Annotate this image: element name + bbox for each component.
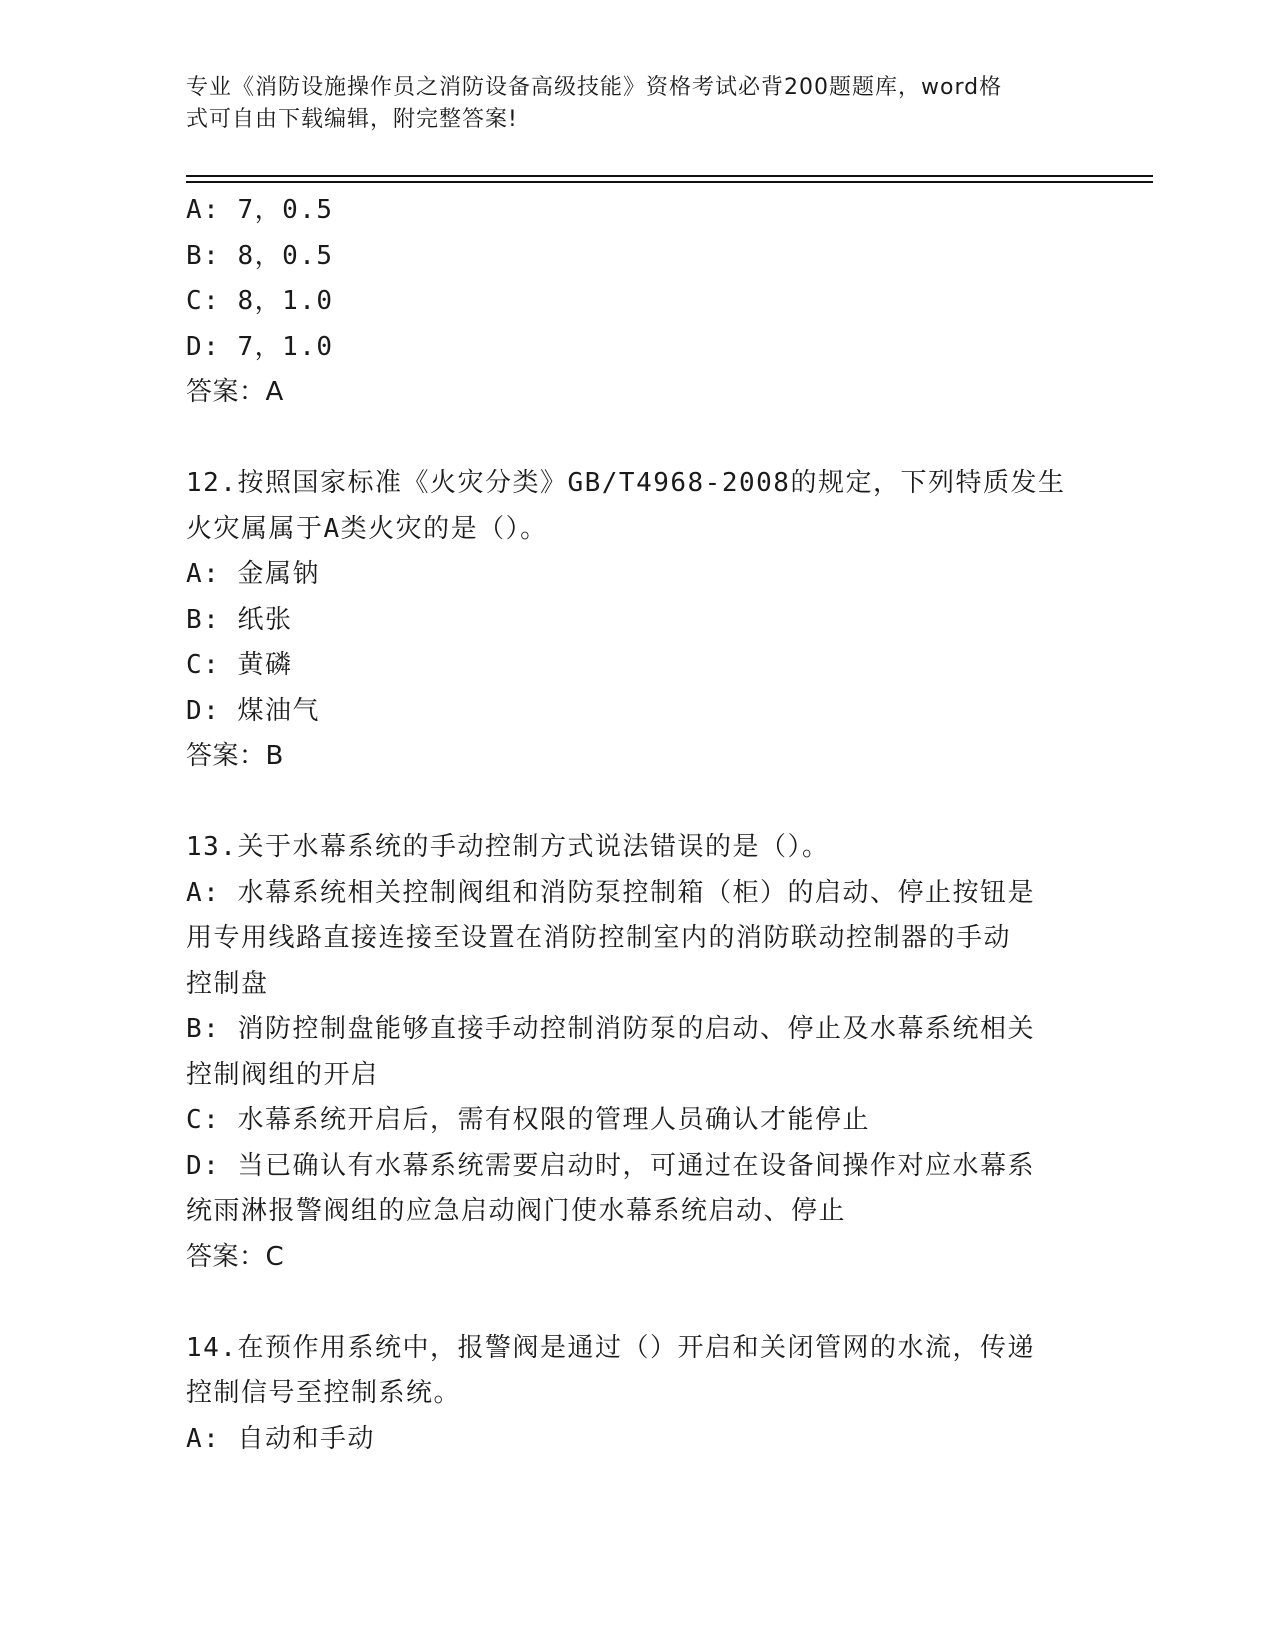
option-a: A: 水幕系统相关控制阀组和消防泵控制箱（柜）的启动、停止按钮是 (186, 877, 1035, 908)
question-stem: 火灾属属于A类火灾的是（）。 (186, 513, 548, 544)
option-d-continued: 统雨淋报警阀组的应急启动阀门使水幕系统启动、停止 (186, 1196, 847, 1226)
page-header (186, 72, 1066, 136)
header-line-2: 式可自由下载编辑，附完整答案! (186, 107, 518, 132)
question-12 (186, 461, 1076, 780)
option-c: C: 8，1.0 (186, 286, 334, 316)
option-a-continued: 用专用线路直接连接至设置在消防控制室内的消防联动控制器的手动 (186, 923, 1012, 953)
question-stem: 14.在预作用系统中，报警阀是通过（）开启和关闭管网的水流，传递 (186, 1332, 1035, 1363)
answer: 答案：A (186, 377, 284, 407)
question-stem: 12.按照国家标准《火灾分类》GB/T4968-2008的规定，下列特质发生 (186, 468, 1066, 498)
spacer (186, 416, 1076, 462)
option-a: A: 7，0.5 (186, 195, 334, 225)
spacer (186, 780, 1076, 826)
question-11-continued (186, 188, 1076, 416)
option-a: A: 金属钠 (186, 559, 320, 589)
answer: 答案：C (186, 1241, 285, 1272)
header-divider-top (186, 175, 1153, 177)
option-b: B: 消防控制盘能够直接手动控制消防泵的启动、停止及水幕系统相关 (186, 1014, 1035, 1044)
option-b-continued: 控制阀组的开启 (186, 1059, 379, 1090)
option-b: B: 纸张 (186, 604, 293, 635)
question-13 (186, 825, 1076, 1280)
option-d: D: 7，1.0 (186, 331, 334, 362)
answer: 答案：B (186, 741, 284, 771)
option-d: D: 当已确认有水幕系统需要启动时，可通过在设备间操作对应水幕系 (186, 1150, 1035, 1181)
header-divider-bottom (186, 181, 1153, 183)
question-stem: 控制信号至控制系统。 (186, 1378, 462, 1408)
header-line-1: 专业《消防设施操作员之消防设备高级技能》资格考试必背200题题库，word格 (186, 75, 1003, 100)
option-b: B: 8，0.5 (186, 240, 334, 271)
option-c: C: 黄磷 (186, 650, 293, 680)
option-a: A: 自动和手动 (186, 1423, 375, 1454)
option-c: C: 水幕系统开启后，需有权限的管理人员确认才能停止 (186, 1105, 870, 1135)
spacer (186, 1280, 1076, 1326)
question-stem: 13.关于水幕系统的手动控制方式说法错误的是（）。 (186, 832, 830, 862)
option-a-continued: 控制盘 (186, 968, 269, 999)
option-d: D: 煤油气 (186, 695, 320, 726)
document-body (186, 188, 1076, 1462)
question-14 (186, 1326, 1076, 1463)
